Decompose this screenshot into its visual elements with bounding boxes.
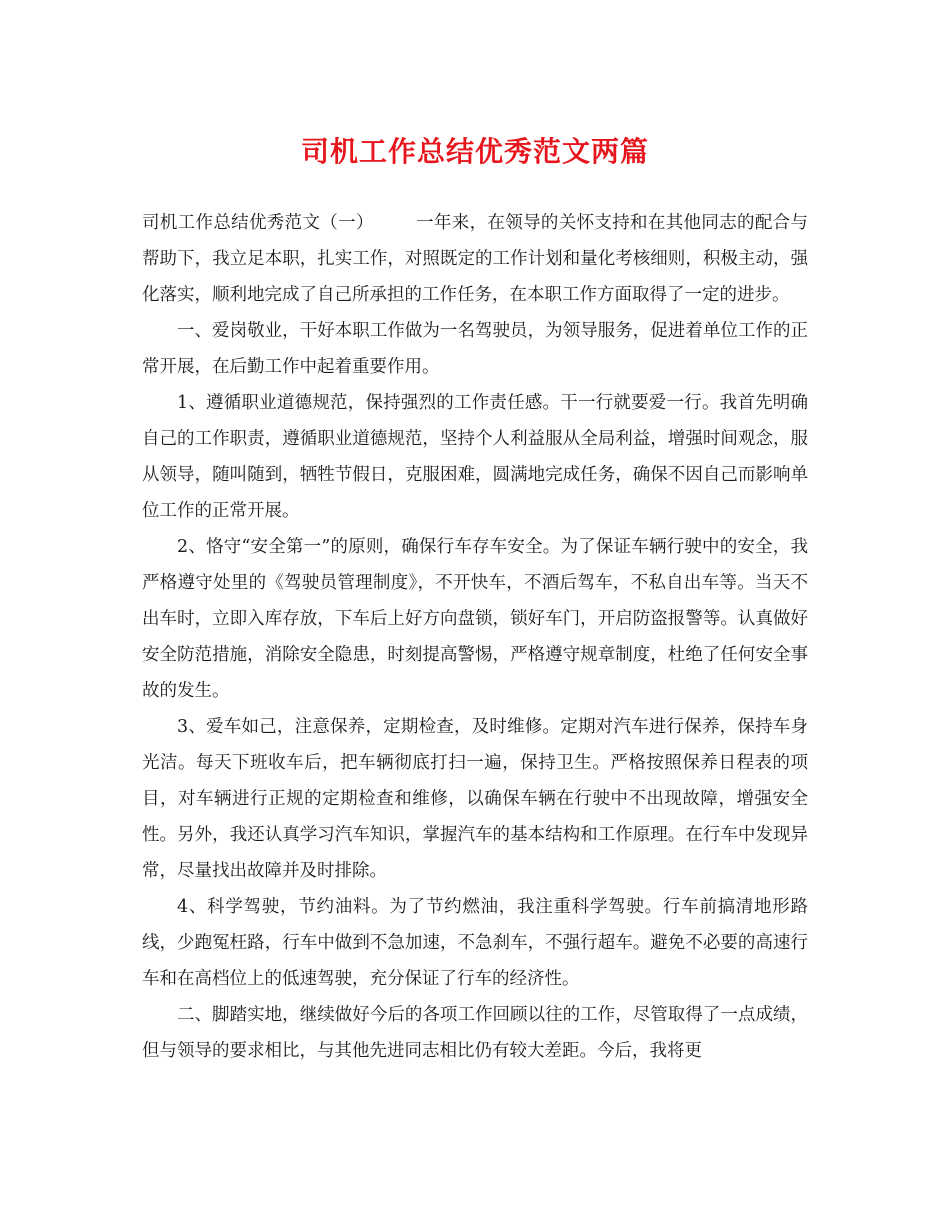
paragraph-3: 1、遵循职业道德规范，保持强烈的工作责任感。干一行就要爱一行。我首先明确自己的工作职责，遵循职业道德规范，坚持个人利益服从全局利益，增强时间观念，服从领导，随叫随到，牺牲节假日，克服困难，圆满地完成任务，确保不因自己而影响单位工作的正常开展。 xyxy=(142,393,808,521)
paragraph-1: 一年来，在领导的关怀支持和在其他同志的配合与帮助下，我立足本职，扎实工作，对照既定的工作计划和量化考核细则，积极主动，强化落实，顺利地完成了自己所承担的工作任务，在本职工作方面取得了一定的进步。 xyxy=(142,213,809,305)
document-title: 司机工作总结优秀范文两篇 xyxy=(300,135,649,168)
document-body xyxy=(142,205,808,1069)
intro-paragraph xyxy=(142,205,808,313)
paragraph-7: 二、脚踏实地，继续做好今后的各项工作回顾以往的工作，尽管取得了一点成绩，但与领导的要求相比，与其他先进同志相比仍有较大差距。今后，我将更 xyxy=(142,1005,808,1061)
paragraph-4: 2、恪守“安全第一”的原则，确保行车存车安全。为了保证车辆行驶中的安全，我严格遵守处里的《驾驶员管理制度》，不开快车，不酒后驾车，不私自出车等。当天不出车时，立即入库存放，下车后上好方向盘锁，锁好车门，开启防盗报警等。认真做好安全防范措施，消除安全隐患，时刻提高警惕，严格遵守规章制度，杜绝了任何安全事故的发生。 xyxy=(142,537,808,701)
paragraph-6: 4、科学驾驶，节约油料。为了节约燃油，我注重科学驾驶。行车前搞清地形路线，少跑冤枉路，行车中做到不急加速，不急刹车，不强行超车。避免不必要的高速行车和在高档位上的低速驾驶，充分保证了行车的经济性。 xyxy=(142,897,808,989)
first-heading: 司机工作总结优秀范文（一） xyxy=(142,213,374,233)
paragraph-2: 一、爱岗敬业，干好本职工作做为一名驾驶员，为领导服务，促进着单位工作的正常开展，在后勤工作中起着重要作用。 xyxy=(142,321,808,377)
paragraph-5: 3、爱车如己，注意保养，定期检查，及时维修。定期对汽车进行保养，保持车身光洁。每天下班收车后，把车辆彻底打扫一遍，保持卫生。严格按照保养日程表的项目，对车辆进行正规的定期检查和维修，以确保车辆在行驶中不出现故障，增强安全性。另外，我还认真学习汽车知识，掌握汽车的基本结构和工作原理。在行车中发现异常，尽量找出故障并及时排除。 xyxy=(142,717,808,881)
